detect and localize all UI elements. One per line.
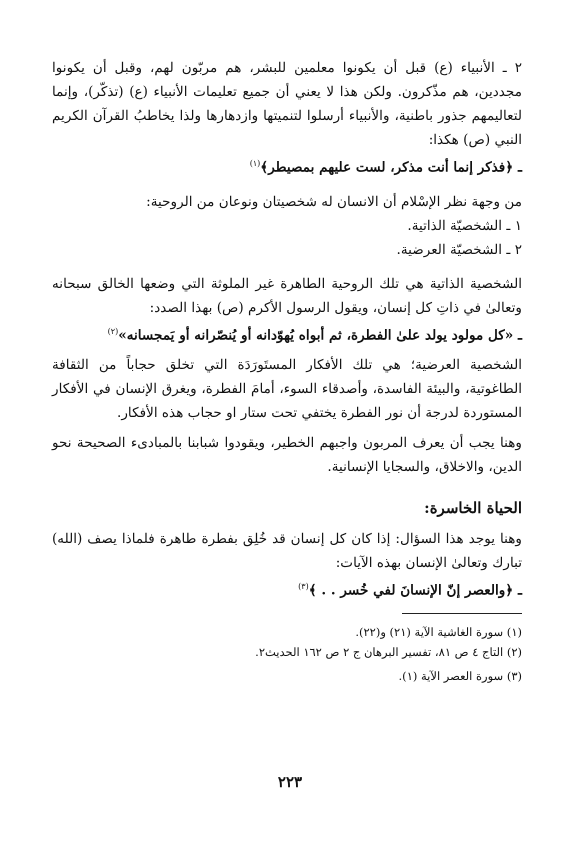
paragraph-question: وهنا يوجد هذا السؤال: إذا كان كل إنسان قد خُلِق بفطرة طاهرة فلماذا يصف (الله) تبارك وتعالىٰ الإنسان بهذه الآيات: — [52, 531, 522, 572]
footnote-divider — [402, 613, 522, 614]
list-item-self-personality: ١ ـ الشخصيّة الذاتية. — [407, 217, 522, 234]
footnote-ref-2: (٢) — [107, 326, 119, 336]
footnote-ref-3: (٣) — [298, 582, 309, 592]
paragraph-accidental-personality: الشخصية العرضية؛ هي تلك الأفكار المستَورَدَة التي تخلق حجاباً من الثقافة الطاغوتية، والبيئة الفاسدة، وأصدقاء السوء، أمامَ الفطرة، ويغرق الإنسان في الأفكار المستوردة لدرجة أن نور الفطرة يختفي تحت ستار او حجاب هذه الأفكار. — [52, 357, 522, 422]
footnote-2: (٢) التاج ٤ ص ٨١، تفسير البرهان ج ٢ ص ١٦٢ الحديث٢. — [255, 644, 522, 659]
hadith-quote-text: ـ «كل مولود يولد علىٰ الفطرة، ثم أبواه يُهوّدانه أو يُنصّرانه أو يَمجسانه» — [118, 327, 522, 344]
quran-quote-3 — [52, 575, 522, 603]
paragraph-prophets: ٢ ـ الأنبياء (ع) قبل أن يكونوا معلمين للبشر، هم مربّون لهم، وقبل أن يكونوا مجددين، هم مذّكرون. ولكن هذا لا يعني أن جميع تعليمات الأنبياء (ع) (تذكّر)، وإنما لتعاليمهم جذور باطنية، والأنبياء أرسلوا لتنميتها وازدهارها ولذا يخاطبُ القرآن الكريم النبي (ص) هكذا: — [52, 60, 522, 148]
paragraph-educators: وهنا يجب أن يعرف المربون واجبهم الخطير، ويقودوا شبابنا بالمبادىء الصحيحة نحو الدين، والاخلاق، والسجايا الإنسانية. — [52, 435, 522, 476]
list-item-accidental-personality: ٢ ـ الشخصيّة العرضية. — [396, 241, 522, 258]
page-number: ٢٢٣ — [277, 773, 303, 791]
quran-quote-3-text: ـ ﴿والعصر إنّ الإنسانَ لفي خُسر . . ﴾ — [308, 582, 522, 599]
footnote-ref-1: (١) — [249, 159, 261, 168]
hadith-quote — [52, 320, 522, 348]
page-body — [52, 56, 522, 686]
quran-quote-1-text: ـ ﴿فذكر إنما أنت مذكر، لست عليهم بمصيطر﴾ — [260, 159, 522, 176]
quran-quote-1 — [52, 152, 522, 180]
section-heading: الحياة الخاسرة: — [424, 499, 522, 518]
paragraph-self-personality: الشخصية الذاتية هي تلك الروحية الطاهرة غير الملوثة التي وضعها الخالق سبحانه وتعالىٰ في ذاتِ كل إنسان، ويقول الرسول الأكرم (ص) بهذا الصدد: — [52, 275, 522, 316]
footnote-1: (١) سورة الغاشية الآية (٢١) و(٢٢). — [355, 624, 522, 639]
paragraph-two-personalities: من وجهة نظر الإسْلام أن الانسان له شخصيتان ونوعان من الروحية: — [146, 193, 522, 210]
footnote-3: (٣) سورة العصر الآية (١). — [398, 668, 522, 683]
